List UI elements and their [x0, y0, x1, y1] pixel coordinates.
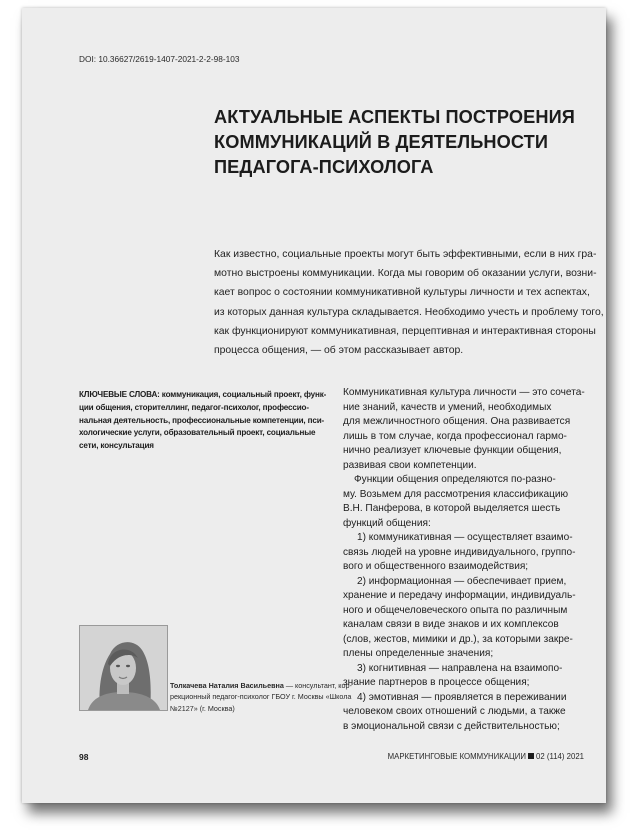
lead-line: мотно выстроены коммуникации. Когда мы говорим об оказании услуги, возни-: [214, 268, 597, 280]
body-text-line: му. Возьмем для рассмотрения классификацию: [343, 488, 569, 500]
body-text-line: 2) информационная — обеспечивает прием,: [357, 575, 567, 587]
doi-line: DOI: 10.36627/2619-1407-2021-2-2-98-103: [79, 54, 240, 64]
journal-footer: [388, 752, 584, 761]
body-text-column: [343, 386, 593, 734]
keywords-block: [79, 389, 327, 453]
body-text-line: Функции общения определяются по-разно-: [354, 474, 556, 485]
body-text-line: вого и общественного взаимодействия;: [343, 561, 529, 572]
lead-line: как функционируют коммуникативная, перцептивная и интерактивная стороны: [214, 325, 596, 337]
lead-line: из которых данная культура складывается. Необходимо учесть и проблему того,: [214, 306, 604, 318]
lead-paragraph: [214, 245, 604, 360]
lead-line: кает вопрос о состоянии коммуникативной культуры личности и тех аспектах,: [214, 287, 590, 299]
keywords-line: сети, консультация: [79, 441, 154, 451]
page-number: 98: [79, 752, 89, 762]
body-text-line: 3) когнитивная — направлена на взаимопо-: [357, 662, 563, 674]
body-text-line: нично реализует ключевые функции общения,: [343, 445, 562, 456]
article-title: [214, 105, 594, 180]
journal-page: [22, 8, 606, 803]
lead-line: процесса общения, — об этом рассказывает автор.: [214, 345, 464, 357]
lead-line: Как известно, социальные проекты могут быть эффективными, если в них гра-: [214, 249, 597, 260]
body-text-line: знание партнеров в процессе общения;: [343, 677, 530, 688]
body-text-line: лишь в том случае, когда профессионал гармо-: [343, 430, 567, 442]
body-text-line: 1) коммуникативная — осуществляет взаимо-: [357, 532, 573, 543]
body-text-line: ного и общечеловеческого опыта по различным: [343, 604, 568, 616]
body-text-line: Коммуникативная культура личности — это сочета-: [343, 387, 585, 398]
author-caption-line: [170, 680, 352, 691]
keywords-line: нальная деятельность, профессиональные компетенции, пси-: [79, 415, 325, 425]
body-text-line: В.Н. Панферова, в которой выделяется шесть: [343, 503, 561, 514]
keywords-line: хологические услуги, образовательный проект, социальные: [79, 428, 316, 438]
keywords-line: ции общения, сторителлинг, педагог-психолог, профессио-: [79, 402, 309, 412]
body-text-line: 4) эмотивная — проявляется в переживании: [357, 691, 567, 703]
author-caption: [170, 680, 352, 714]
square-bullet-icon: [528, 753, 534, 759]
journal-issue: 02 (114) 2021: [536, 752, 584, 761]
body-text-line: связь людей на уровне индивидуального, группо-: [343, 546, 576, 558]
title-line: ПЕДАГОГА-ПСИХОЛОГА: [214, 157, 434, 177]
keywords-line: КЛЮЧЕВЫЕ СЛОВА: коммуникация, социальный проект, функ-: [79, 390, 327, 399]
body-text-line: в эмоциональной связи с действительностью;: [343, 720, 560, 732]
body-text-line: развивая свои компетенции.: [343, 459, 477, 471]
body-text-line: для межличностного общения. Она развивается: [343, 416, 571, 427]
body-text-line: ние знаний, качеств и умений, необходимых: [343, 401, 552, 413]
author-photo: [79, 625, 168, 711]
journal-name: МАРКЕТИНГОВЫЕ КОММУНИКАЦИИ: [387, 752, 527, 761]
title-line: КОММУНИКАЦИЙ В ДЕЯТЕЛЬНОСТИ: [214, 132, 549, 152]
author-caption-line: рекционный педагог-психолог ГБОУ г. Москвы «Школа: [170, 692, 352, 702]
body-text-line: каналам связи в виде знаков и их комплексов: [343, 619, 559, 630]
body-text-line: (слов, жестов, мимики и др.), за которыми закре-: [343, 633, 573, 645]
body-text-line: хранение и передачу информации, индивидуаль-: [343, 590, 576, 601]
author-caption-line: №2127» (г. Москва): [170, 703, 235, 713]
title-line: АКТУАЛЬНЫЕ АСПЕКТЫ ПОСТРОЕНИЯ: [214, 107, 575, 127]
body-text-line: функций общения:: [343, 517, 431, 529]
author-name: Толкачева Наталия Васильевна: [170, 681, 284, 690]
author-portrait-image: [80, 626, 167, 710]
author-role: — консультант, кор-: [283, 681, 352, 690]
body-text-line: человеком своих отношений с людьми, а также: [343, 706, 566, 717]
body-text-line: плены определенные значения;: [343, 648, 494, 659]
